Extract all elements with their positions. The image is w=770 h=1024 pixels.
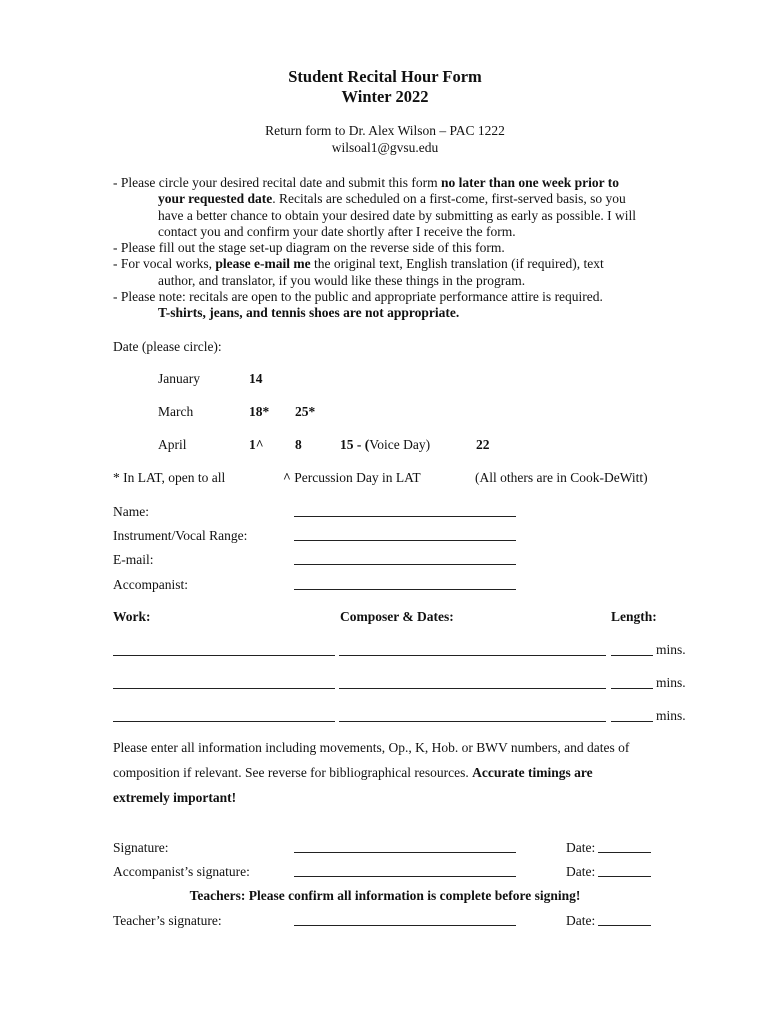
signature-date-field[interactable] [598, 852, 651, 853]
name-label: Name: [113, 504, 149, 519]
signature-label: Signature: [113, 840, 169, 855]
return-email: wilsoal1@gvsu.edu [331, 140, 439, 155]
instructions [113, 175, 673, 322]
instruction-1-basis: . Recitals are scheduled on a first-come, first-served basis, so you [272, 191, 626, 207]
note-others: (All others are in Cook-DeWitt) [475, 470, 648, 485]
name-field[interactable] [294, 516, 516, 517]
caret-symbol: ^ [283, 470, 291, 485]
instruction-1-text: - Please circle your desired recital date and submit this form [113, 175, 442, 190]
length-3-field[interactable] [611, 721, 653, 722]
length-2-field[interactable] [611, 688, 653, 689]
length-header: Length: [611, 609, 657, 624]
instrument-label: Instrument/Vocal Range: [113, 528, 248, 543]
date-option-mar-25[interactable]: 25* [295, 404, 316, 419]
instruction-3-line2: author, and translator, if you would like these things in the program. [158, 272, 526, 288]
work-header: Work: [113, 609, 151, 624]
instruction-2: - Please fill out the stage set-up diagram on the reverse side of this form. [113, 240, 505, 256]
instruction-1-deadline: no later than one week prior to [441, 175, 620, 190]
instruction-4: - Please note: recitals are open to the public and appropriate performance attire is required. [113, 289, 603, 305]
composer-3-field[interactable] [339, 721, 606, 722]
teacher-date-field[interactable] [598, 925, 651, 926]
instruction-3-email-me: please e-mail me [215, 256, 311, 272]
accompanist-signature-label: Accompanist’s signature: [113, 864, 250, 879]
teacher-signature-field[interactable] [294, 925, 516, 926]
teacher-signature-label: Teacher’s signature: [113, 913, 222, 928]
mins-label-2: mins. [656, 675, 686, 690]
instruction-3 [113, 256, 673, 272]
date-label: Date (please circle): [113, 339, 222, 354]
instrument-field[interactable] [294, 540, 516, 541]
work-2-field[interactable] [113, 688, 335, 689]
length-1-field[interactable] [611, 655, 653, 656]
composer-1-field[interactable] [339, 655, 606, 656]
accompanist-date-field[interactable] [598, 876, 651, 877]
form-subtitle: Winter 2022 [341, 87, 429, 106]
month-april: April [158, 437, 187, 452]
composer-2-field[interactable] [339, 688, 606, 689]
apr-15-day: 15 - ( [340, 437, 370, 452]
month-january: January [158, 371, 200, 386]
accompanist-label: Accompanist: [113, 577, 188, 592]
accompanist-field[interactable] [294, 589, 516, 590]
note-percussion [283, 470, 421, 486]
instruction-1-line3: have a better chance to obtain your desired date by submitting as early as possible. I will [158, 207, 636, 223]
instruction-3-text: - For vocal works, [113, 256, 216, 272]
date-option-apr-15[interactable] [340, 437, 430, 453]
date-option-mar-18[interactable]: 18* [249, 404, 270, 419]
instruction-1-line4: contact you and confirm your date shortly after I receive the form. [158, 223, 516, 239]
date-option-apr-22[interactable]: 22 [476, 437, 490, 452]
note-lat: * In LAT, open to all [113, 470, 226, 485]
date-option-apr-1[interactable]: 1^ [249, 437, 264, 452]
month-march: March [158, 404, 194, 419]
info-line-1: Please enter all information including movements, Op., K, Hob. or BWV numbers, and dates of [113, 740, 630, 755]
instruction-5-attire: T-shirts, jeans, and tennis shoes are not appropriate. [158, 305, 460, 321]
work-1-field[interactable] [113, 655, 335, 656]
teachers-note: Teachers: Please confirm all information is complete before signing! [189, 888, 581, 903]
email-label: E-mail: [113, 552, 154, 567]
instruction-1-cont [113, 191, 673, 207]
signature-field[interactable] [294, 852, 516, 853]
return-to-text: Return form to Dr. Alex Wilson – PAC 1222 [265, 123, 505, 138]
info-resources-text: composition if relevant. See reverse for bibliographical resources. [113, 765, 473, 780]
signature-date-label: Date: [566, 840, 596, 855]
info-line-3: extremely important! [113, 790, 237, 805]
date-option-apr-8[interactable]: 8 [295, 437, 302, 452]
composer-header: Composer & Dates: [340, 609, 454, 624]
teacher-date-label: Date: [566, 913, 596, 928]
work-3-field[interactable] [113, 721, 335, 722]
date-option-jan-14[interactable]: 14 [249, 371, 263, 386]
percussion-text: Percussion Day in LAT [290, 470, 421, 485]
accompanist-signature-field[interactable] [294, 876, 516, 877]
mins-label-3: mins. [656, 708, 686, 723]
mins-label-1: mins. [656, 642, 686, 657]
form-title: Student Recital Hour Form [288, 67, 482, 86]
accompanist-date-label: Date: [566, 864, 596, 879]
info-accurate-timings: Accurate timings are [472, 765, 593, 780]
voice-day-label: Voice Day) [369, 437, 431, 452]
info-line-2 [113, 765, 593, 781]
email-field[interactable] [294, 564, 516, 565]
instruction-1-requested-date: your requested date [158, 191, 273, 207]
instruction-3-rest: the original text, English translation (if required), text [310, 256, 604, 272]
